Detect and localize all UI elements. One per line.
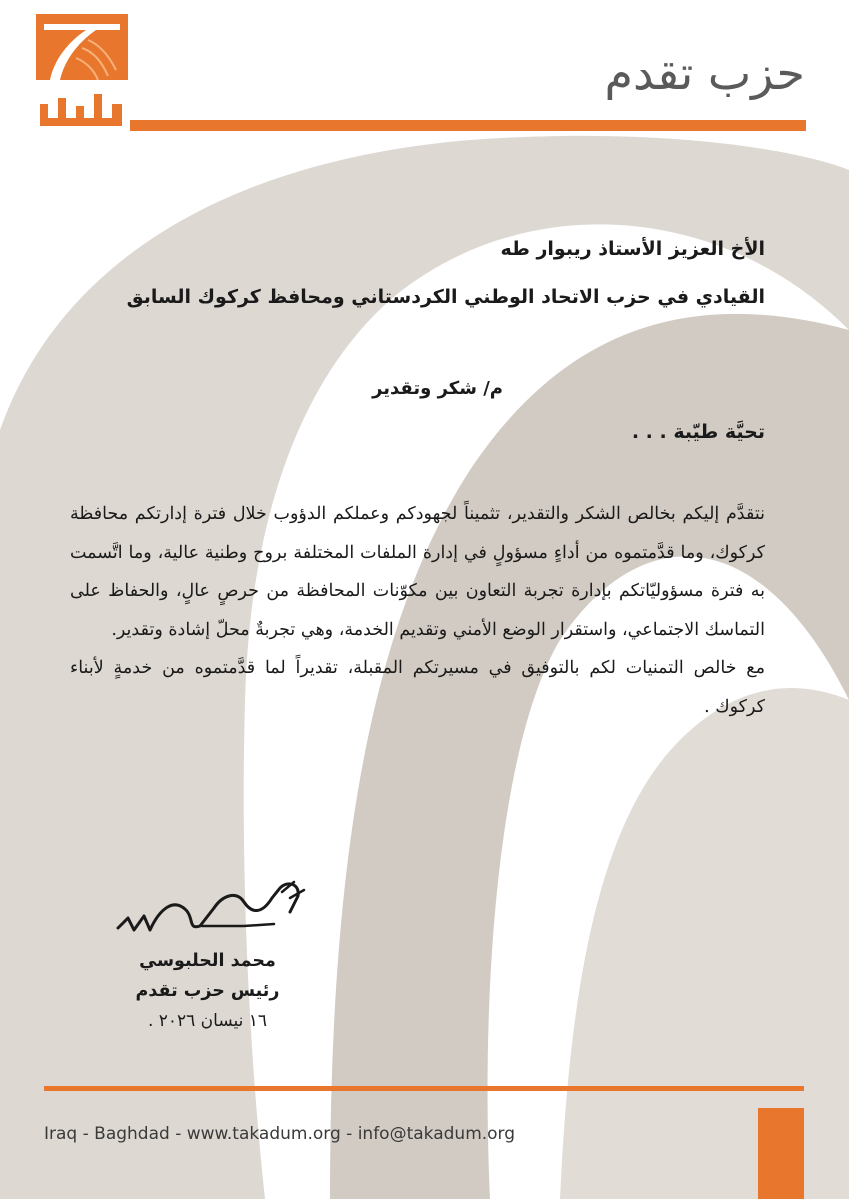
signatory-title: رئيس حزب تقدم (135, 981, 280, 1001)
letter-subject: م/ شكر وتقدير (372, 378, 503, 399)
header-divider (130, 120, 806, 131)
footer-contact: Iraq - Baghdad - www.takadum.org - info@takadum.org (44, 1124, 516, 1144)
signatory-name: محمد الحلبوسي (139, 951, 276, 971)
letter-greeting: تحيَّة طيّبة . . . (631, 421, 765, 443)
party-name-heading: حزب تقدم (604, 46, 805, 100)
letter-addressee-position: القيادي في حزب الاتحاد الوطني الكردستاني ومحافظ كركوك السابق (126, 286, 765, 308)
letter-date: ١٦ نيسان ٢٠٢٦ . (147, 1011, 268, 1031)
footer-divider (44, 1086, 804, 1091)
letter-body-paragraph: نتقدَّم إليكم بخالص الشكر والتقدير، تثميناً لجهودكم وعملكم الدؤوب خلال فترة إدارتكم محافظة كركوك، وما قدَّمتموه من أداءٍ مسؤولٍ في إدارة الملفات المختلفة بروح وطنية عالية، وما اتَّسمت به فترة مسؤوليّاتكم بإدارة تجربة التعاون بين مكوّنات المحافظة من حرصٍ عالٍ، والحفاظ على التماسك الاجتماعي، واستقرار الوضع الأمني وتقديم الخدمة، وهي تجربةٌ محلّ إشادة وتقدير. (70, 504, 765, 640)
footer-accent-block (758, 1108, 804, 1199)
letter-body-paragraph: مع خالص التمنيات لكم بالتوفيق في مسيرتكم المقبلة، تقديراً لما قدَّمتموه من خدمةٍ لأبناء كركوك . (70, 658, 765, 717)
signature-block (120, 946, 295, 1036)
letter-body (70, 495, 765, 726)
takadum-logo (36, 14, 128, 130)
letter-addressee: الأخ العزيز الأستاذ ريبوار طه (500, 238, 765, 260)
